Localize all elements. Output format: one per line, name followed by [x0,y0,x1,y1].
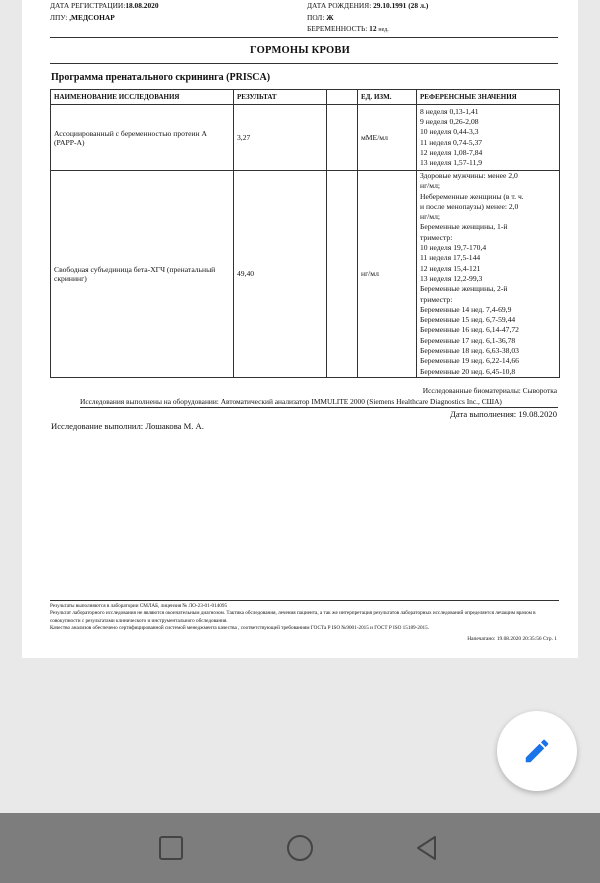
table-header-row [51,90,560,105]
test-result: 49,40 [234,171,327,378]
test-result: 3,27 [234,105,327,171]
reference-line: 12 неделя 1,08-7,84 [420,147,483,157]
reference-line: нг/мл; [420,181,440,191]
sex: ПОЛ: Ж [307,13,334,22]
reference-line: триместр: [420,294,453,304]
circle-icon [286,834,314,862]
reference-line: 11 неделя 17,5-144 [420,253,481,263]
column-header: НАИМЕНОВАНИЕ ИССЛЕДОВАНИЯ [51,90,234,105]
column-header: РЕЗУЛЬТАТ [234,90,327,105]
empty-cell [327,105,358,171]
test-name: Свободная субъединица бета-ХГЧ (пренатальный скрининг) [51,171,234,378]
test-unit: нг/мл [358,171,417,378]
reference-line: Беременные женщины, 2-й [420,284,508,294]
reference-line: и после менопаузы) менее: 2,0 [420,201,519,211]
edit-button[interactable] [497,711,577,791]
program-title: Программа пренатального скрининга (PRISCA) [51,72,271,83]
pregnancy: БЕРЕМЕННОСТЬ: 12 нед. [307,24,389,33]
divider [50,37,558,38]
triangle-back-icon [414,835,440,861]
footer-line: Результаты выполняются в лаборатории СМЛАБ, лицензия № ЛО-23-01-014095 [50,603,228,609]
performed-by: Исследование выполнил: Лошакова М. А. [51,421,204,431]
edit-pencil-icon [522,736,552,766]
reference-line: нг/мл; [420,212,440,222]
divider [50,63,558,64]
reference-line: 12 неделя 15,4-121 [420,263,481,273]
reference-line: Беременные 16 нед. 6,14-47,72 [420,325,519,335]
reference-line: Небеременные женщины (в т. ч. [420,191,524,201]
test-unit: мМЕ/мл [358,105,417,171]
column-header: ЕД. ИЗМ. [358,90,417,105]
reference-line: 9 неделя 0,26-2,08 [420,116,479,126]
system-navigation-bar [0,813,600,883]
reference-line: 8 неделя 0,13-1,41 [420,106,479,116]
biomaterial: Исследованные биоматериалы: Сыворотка [422,386,557,395]
footer-line: Результат лабораторного исследования не являются окончательным диагнозом. Тактика обследования, лечения пациента, а так же интерпретация результатов лабораторных исследований определяется лечащим врачом в совокупности с результатами клинического и инструментального обследования. [50,610,536,624]
test-name: Ассоциированный с беременностью протеин А (PAPP-A) [51,105,234,171]
footer-line: Качество анализов обеспечено сертифицированной системой менеджмента качества , соответствующей требованиям ГОСТа Р ISO №9001-2015 и ГОСТ Р ISO 15189-2015. [50,624,430,631]
reference-line: Беременные 20 нед. 6,45-10,8 [420,366,516,376]
back-button[interactable] [412,833,442,863]
document-page [22,0,578,658]
lpu: ЛПУ: ,МЕДСОНАР [50,13,115,22]
reference-line: триместр: [420,232,453,242]
recents-button[interactable] [156,833,186,863]
reference-line: 10 неделя 19,7-170,4 [420,243,487,253]
reference-values [417,105,560,171]
reference-line: 10 неделя 0,44-3,3 [420,127,479,137]
reference-line: Беременные 15 нед. 6,7-59,44 [420,315,516,325]
reference-line: Здоровые мужчины: менее 2,0 [420,171,518,180]
reference-line: 13 неделя 12,2-99,3 [420,273,483,283]
registration-date: ДАТА РЕГИСТРАЦИИ:18.08.2020 [50,1,159,10]
birth-date: ДАТА РОЖДЕНИЯ: 29.10.1991 (28 л.) [307,1,429,10]
page-title: ГОРМОНЫ КРОВИ [250,45,350,56]
reference-line: Беременные 19 нед. 6,22-14,66 [420,356,519,366]
column-header: РЕФЕРЕНСНЫЕ ЗНАЧЕНИЯ [417,90,560,105]
reference-line: Беременные женщины, 1-й [420,222,508,232]
reference-line: Беременные 18 нед. 6,63-38,03 [420,346,519,356]
printed-timestamp: Напечатано: 19.08.2020 20:35:56 Стр. 1 [467,636,557,642]
reference-line: Беременные 14 нед. 7,4-69,9 [420,304,512,314]
results-table [50,89,560,378]
footer-notes [50,600,559,632]
equipment: Исследования выполнены на оборудовании: Автоматический анализатор IMMULITE 2000 (Siemens Healthcare Diagnostics Inc., США) [80,397,558,408]
empty-cell [327,171,358,378]
table-row [51,105,560,171]
home-button[interactable] [285,833,315,863]
completion-date: Дата выполнения: 19.08.2020 [450,409,557,419]
reference-line: 13 неделя 1,57-11,9 [420,158,483,168]
reference-line: Беременные 17 нед. 6,1-36,78 [420,335,516,345]
reference-line: 11 неделя 0,74-5,37 [420,137,483,147]
reference-values [417,171,560,378]
table-row [51,171,560,378]
square-icon [158,835,184,861]
column-header [327,90,358,105]
